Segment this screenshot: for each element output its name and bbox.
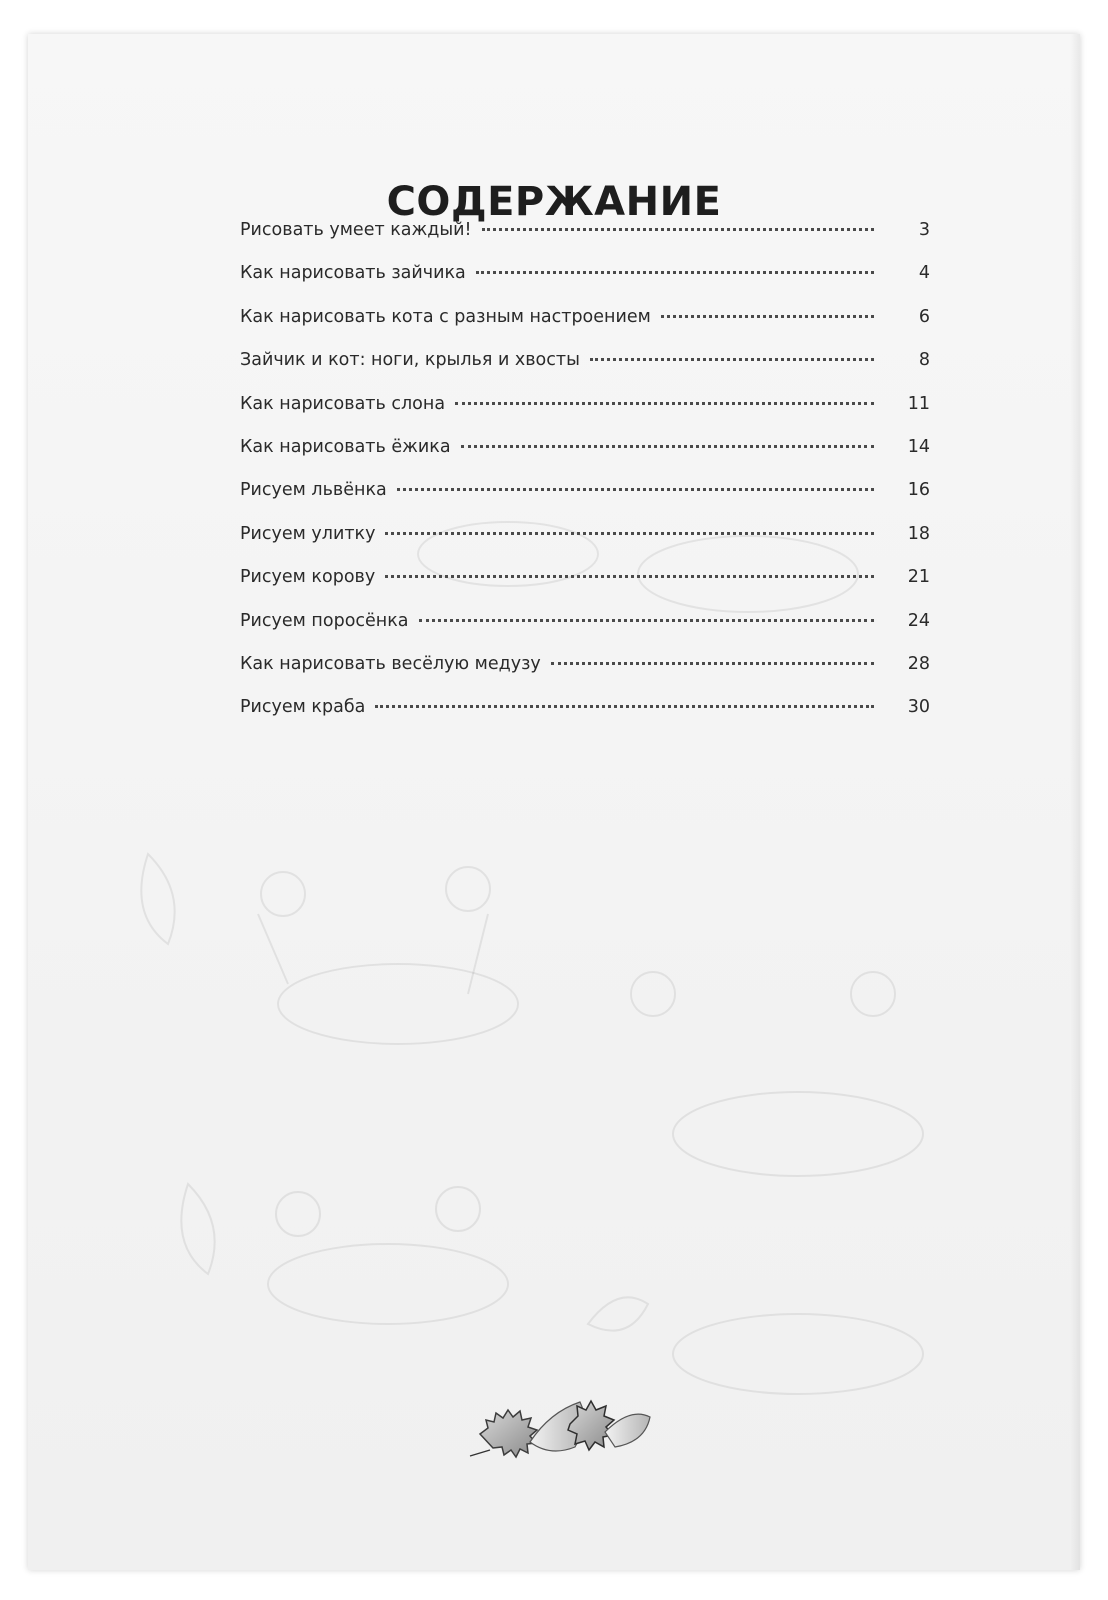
toc-entry bbox=[240, 263, 930, 306]
toc-entry-label: Как нарисовать весёлую медузу bbox=[240, 653, 541, 674]
dot-leader bbox=[385, 575, 874, 578]
dot-leader bbox=[482, 228, 874, 231]
dot-leader bbox=[551, 662, 874, 665]
dot-leader bbox=[375, 705, 874, 708]
toc-entry-page: 8 bbox=[918, 350, 930, 371]
toc-entry-page: 11 bbox=[907, 393, 930, 414]
book-page bbox=[28, 34, 1080, 1570]
toc-entry-label: Рисуем поросёнка bbox=[240, 610, 409, 631]
toc-entry-label: Рисовать умеет каждый! bbox=[240, 220, 472, 240]
dot-leader bbox=[419, 619, 874, 622]
toc-entry-label: Рисуем улитку bbox=[240, 523, 376, 544]
toc-entry-label: Как нарисовать ёжика bbox=[240, 436, 451, 457]
toc-entry-label: Рисуем краба bbox=[240, 697, 366, 718]
dot-leader bbox=[590, 358, 874, 361]
toc-entry-label: Как нарисовать зайчика bbox=[240, 263, 466, 284]
toc-entry-page: 21 bbox=[907, 567, 930, 588]
toc-entry-page: 4 bbox=[918, 263, 930, 284]
toc-entry-label: Как нарисовать кота с разным настроением bbox=[240, 306, 651, 327]
toc-entry-label: Как нарисовать слона bbox=[240, 393, 446, 414]
toc-entry bbox=[240, 307, 930, 350]
toc-entry bbox=[240, 437, 930, 480]
toc-entry-label: Зайчик и кот: ноги, крылья и хвосты bbox=[240, 350, 580, 371]
table-of-contents bbox=[240, 220, 930, 741]
toc-entry-page: 18 bbox=[907, 523, 930, 544]
toc-entry bbox=[240, 480, 930, 523]
toc-entry bbox=[240, 697, 930, 740]
toc-entry bbox=[240, 611, 930, 654]
dot-leader bbox=[385, 532, 874, 535]
toc-entry-page: 24 bbox=[907, 610, 930, 631]
toc-entry bbox=[240, 394, 930, 437]
toc-entry bbox=[240, 350, 930, 393]
toc-entry-label: Рисуем корову bbox=[240, 567, 376, 588]
toc-entry-page: 30 bbox=[907, 697, 930, 718]
toc-entry bbox=[240, 524, 930, 567]
toc-entry-page: 16 bbox=[907, 480, 930, 501]
toc-entry bbox=[240, 654, 930, 697]
toc-entry-page: 28 bbox=[907, 653, 930, 674]
page-title: СОДЕРЖАНИЕ bbox=[386, 178, 722, 225]
dot-leader bbox=[476, 271, 874, 274]
toc-entry bbox=[240, 220, 930, 263]
dot-leader bbox=[455, 402, 874, 405]
dot-leader bbox=[461, 445, 874, 448]
toc-entry-page: 14 bbox=[907, 436, 930, 457]
dot-leader bbox=[397, 488, 874, 491]
toc-entry-page: 6 bbox=[918, 306, 930, 327]
toc-entry-page: 3 bbox=[918, 220, 930, 240]
dot-leader bbox=[661, 315, 874, 318]
toc-entry bbox=[240, 567, 930, 610]
toc-entry-label: Рисуем львёнка bbox=[240, 480, 387, 501]
pencil-shavings-icon bbox=[460, 1364, 680, 1474]
